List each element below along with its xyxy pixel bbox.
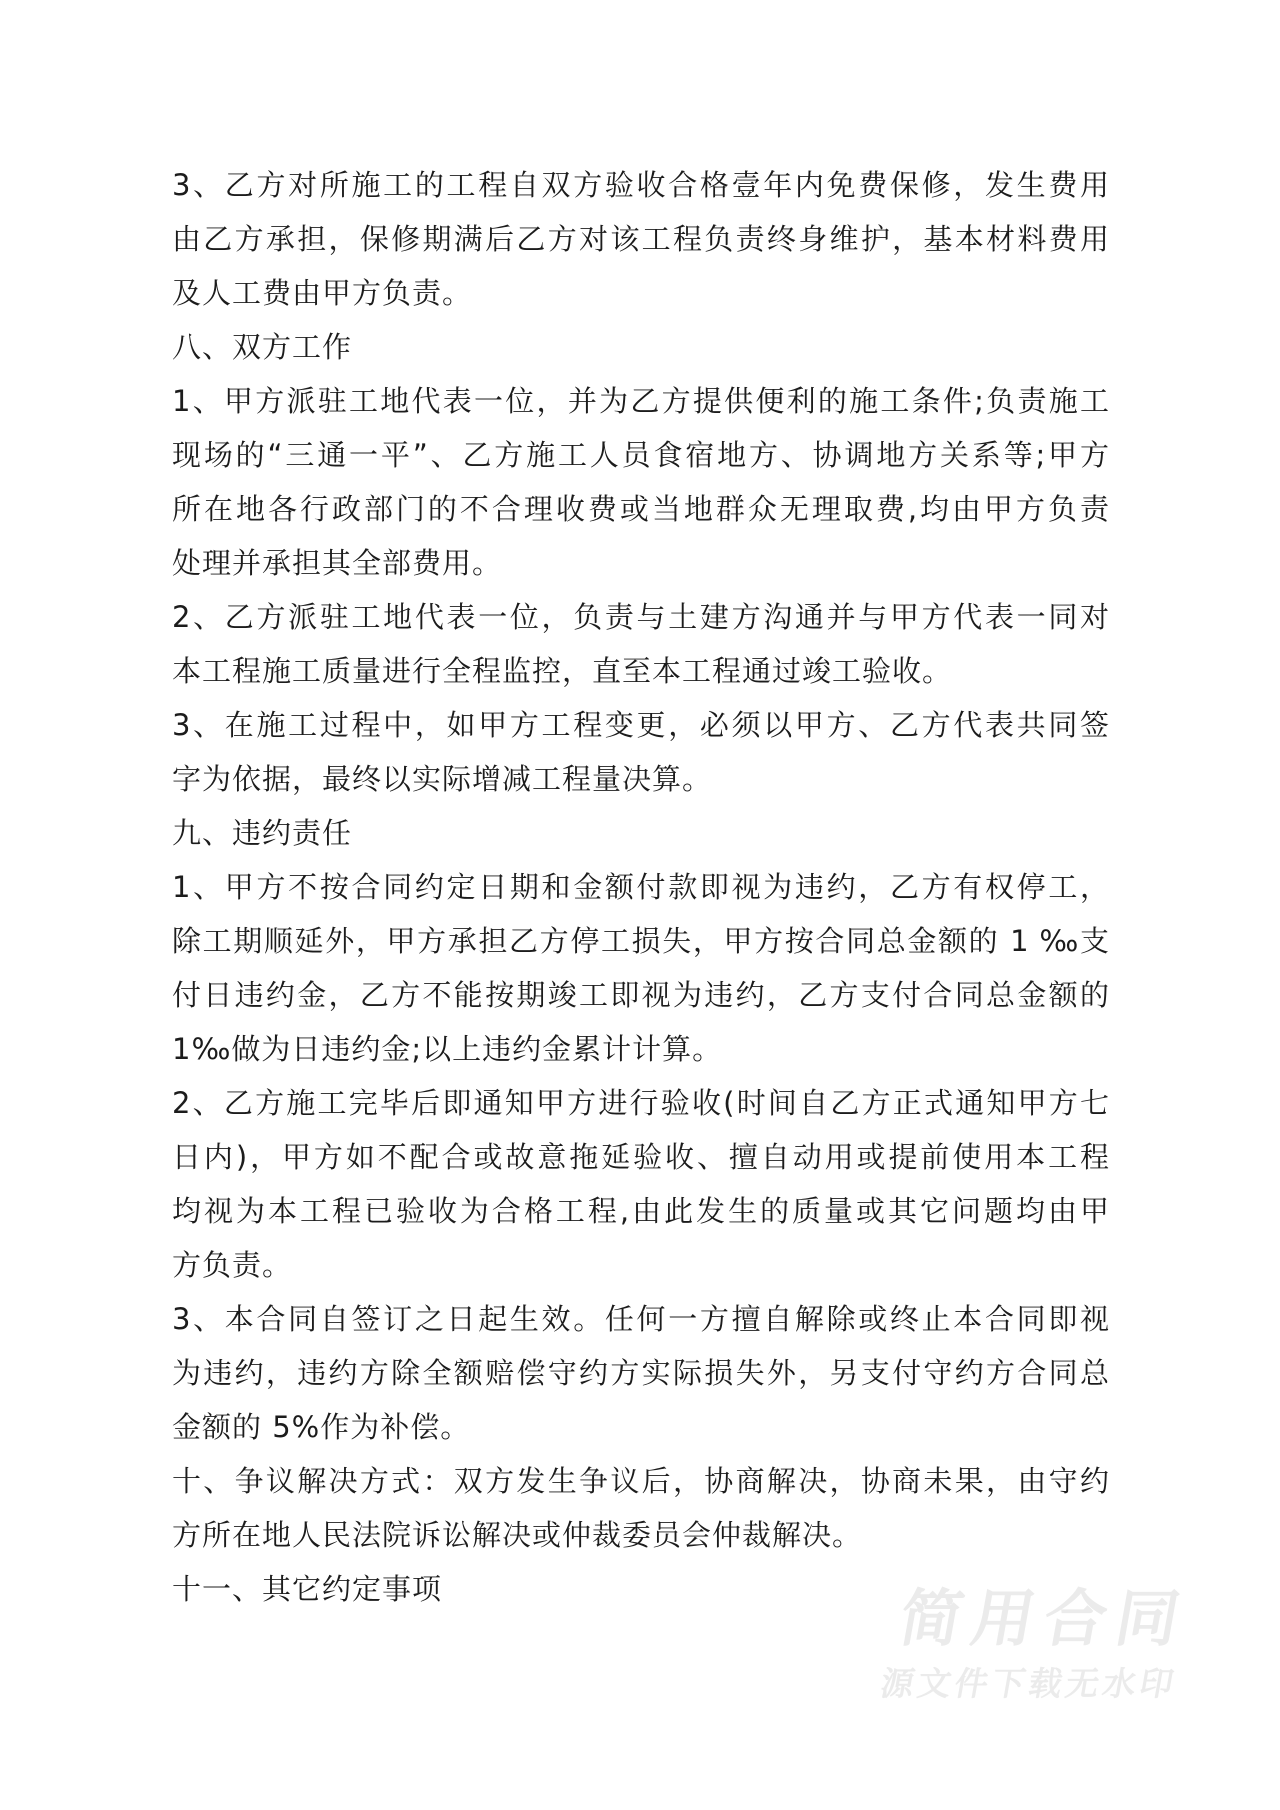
text-line: 方所在地人民法院诉讼解决或仲裁委员会仲裁解决。 [172, 1518, 863, 1552]
text-line: 处理并承担其全部费用。 [172, 546, 503, 580]
text-line: 1、甲方派驻工地代表一位，并为乙方提供便利的施工条件;负责施工 [172, 384, 1109, 418]
text-line: 九、违约责任 [172, 816, 353, 850]
text-line: 所在地各行政部门的不合理收费或当地群众无理取费,均由甲方负责 [172, 492, 1109, 526]
text-line: 1‰做为日违约金;以上违约金累计计算。 [172, 1032, 723, 1066]
watermark-title: 简用合同 [894, 1582, 1195, 1655]
text-line: 2、乙方施工完毕后即通知甲方进行验收(时间自乙方正式通知甲方七 [172, 1086, 1109, 1120]
text-line: 除工期顺延外，甲方承担乙方停工损失，甲方按合同总金额的 1 ‰支 [172, 924, 1109, 958]
text-line: 1、甲方不按合同约定日期和金额付款即视为违约，乙方有权停工， [172, 870, 1109, 904]
text-line: 字为依据，最终以实际增减工程量决算。 [172, 762, 713, 796]
contract-body [172, 158, 1109, 1616]
text-line: 3、乙方对所施工的工程自双方验收合格壹年内免费保修，发生费用 [172, 168, 1109, 202]
text-line: 本工程施工质量进行全程监控，直至本工程通过竣工验收。 [172, 654, 953, 688]
text-line: 方负责。 [172, 1248, 293, 1282]
text-line: 十一、其它约定事项 [172, 1572, 443, 1606]
text-line: 2、乙方派驻工地代表一位，负责与土建方沟通并与甲方代表一同对 [172, 600, 1109, 634]
text-line: 为违约，违约方除全额赔偿守约方实际损失外，另支付守约方合同总 [172, 1356, 1109, 1390]
watermark-subtitle: 源文件下载无水印 [877, 1664, 1181, 1703]
text-line: 3、本合同自签订之日起生效。任何一方擅自解除或终止本合同即视 [172, 1302, 1109, 1336]
text-line: 日内)，甲方如不配合或故意拖延验收、擅自动用或提前使用本工程 [172, 1140, 1109, 1174]
text-line: 现场的“三通一平”、乙方施工人员食宿地方、协调地方关系等;甲方 [172, 438, 1109, 472]
text-line: 及人工费由甲方负责。 [172, 276, 473, 310]
text-line: 3、在施工过程中，如甲方工程变更，必须以甲方、乙方代表共同签 [172, 708, 1109, 742]
text-line: 付日违约金，乙方不能按期竣工即视为违约，乙方支付合同总金额的 [172, 978, 1109, 1012]
text-line: 八、双方工作 [172, 330, 353, 364]
watermark [877, 1582, 1195, 1703]
text-line: 十、争议解决方式：双方发生争议后，协商解决，协商未果，由守约 [172, 1464, 1109, 1498]
text-line: 由乙方承担，保修期满后乙方对该工程负责终身维护，基本材料费用 [172, 222, 1109, 256]
text-line: 金额的 5%作为补偿。 [172, 1410, 471, 1444]
text-line: 均视为本工程已验收为合格工程,由此发生的质量或其它问题均由甲 [172, 1194, 1109, 1228]
